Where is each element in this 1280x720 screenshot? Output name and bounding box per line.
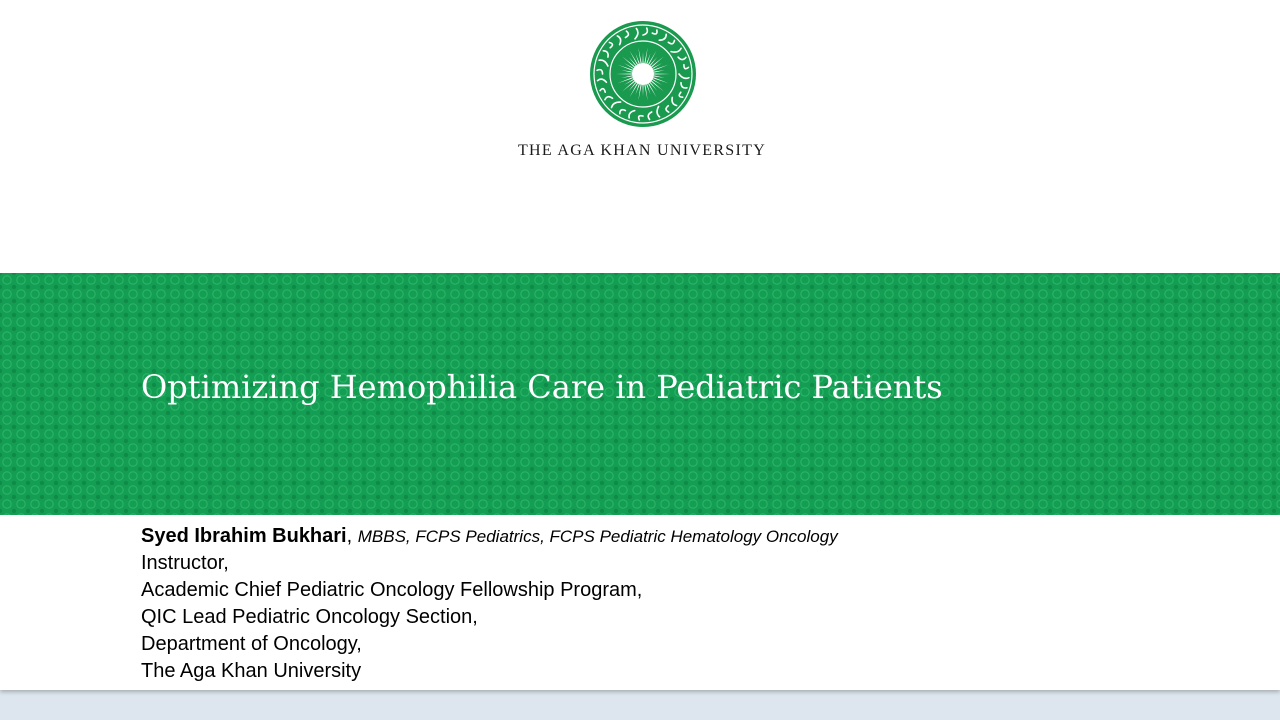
slide-title: Optimizing Hemophilia Care in Pediatric Patients	[141, 368, 943, 406]
presenter-name: Syed Ibrahim Bukhari	[141, 525, 347, 547]
presenter-role-qic: QIC Lead Pediatric Oncology Section,	[141, 606, 478, 628]
presenter-credentials: MBBS, FCPS Pediatrics, FCPS Pediatric Hematology Oncology	[357, 527, 838, 546]
presenter-role-fellowship: Academic Chief Pediatric Oncology Fellowship Program,	[141, 579, 643, 601]
presenter-role-instructor: Instructor,	[141, 552, 229, 574]
name-separator: ,	[346, 525, 358, 547]
presenter-info	[141, 523, 838, 685]
university-name: THE AGA KHAN UNIVERSITY	[517, 142, 767, 159]
presenter-name-line	[141, 523, 838, 550]
title-banner	[0, 273, 1280, 515]
university-seal-icon	[589, 20, 697, 128]
presenter-department: Department of Oncology,	[141, 633, 362, 655]
presenter-institution: The Aga Khan University	[141, 660, 362, 682]
